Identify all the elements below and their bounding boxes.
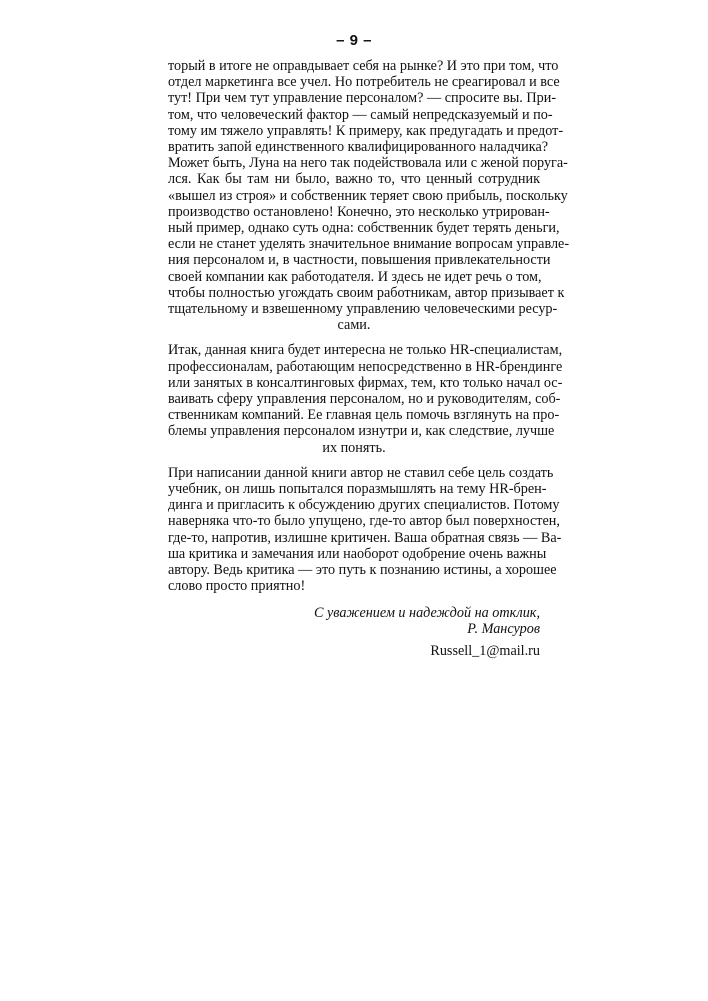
text-line: где-то, напротив, излишне критичен. Ваша обратная связь — Ва- xyxy=(168,529,562,546)
paragraph-2 xyxy=(168,342,563,456)
text-line: При написании данной книги автор не ставил себе цель создать xyxy=(168,464,554,481)
text-line: слово просто приятно! xyxy=(168,578,306,595)
text-line: том, что человеческий фактор — самый непредсказуемый и по- xyxy=(168,106,553,123)
text-line: автору. Ведь критика — это путь к познанию истины, а хорошее xyxy=(168,562,557,579)
text-line: учебник, он лишь попытался поразмышлять на тему HR-брен- xyxy=(168,481,547,498)
text-line: тут! При чем тут управление персоналом? — спросите вы. При- xyxy=(168,90,557,107)
paragraph-1 xyxy=(168,58,570,334)
text-line: тому им тяжело управлять! К примеру, как предугадать и предот- xyxy=(168,122,564,139)
text-line: Итак, данная книга будет интересна не только HR-специалистам, xyxy=(168,342,563,359)
text-line: своей компании как работодателя. И здесь не идет речь о том, xyxy=(168,268,542,285)
text-line: или занятых в консалтинговых фирмах, тем, кто только начал ос- xyxy=(168,374,563,391)
text-line: чтобы полностью угождать своим работникам, автор призывает к xyxy=(168,284,565,301)
text-line: динга и пригласить к обсуждению других специалистов. Потому xyxy=(168,497,560,514)
text-line: Может быть, Луна на него так подействовала или с женой поруга- xyxy=(168,155,568,172)
author-name: Р. Мансуров xyxy=(467,620,540,637)
text-line: отдел маркетинга все учел. Но потребитель не среагировал и все xyxy=(168,74,560,91)
text-line: торый в итоге не оправдывает себя на рынке? И это при том, что xyxy=(168,58,559,74)
text-line: ственникам компаний. Ее главная цель помочь взглянуть на про- xyxy=(168,407,560,424)
page-body xyxy=(168,58,570,659)
text-line: наверняка что-то было упущено, где-то автор был поверхностен, xyxy=(168,513,560,530)
text-line: если не станет уделять значительное внимание вопросам управле- xyxy=(168,236,570,253)
text-line: профессионалам, работающим непосредственно в HR-брендинге xyxy=(168,358,563,375)
text-line: их понять. xyxy=(322,439,386,456)
text-line: лся. Как бы там ни было, важно то, что ценный сотрудник xyxy=(168,171,540,188)
paragraph-3 xyxy=(168,464,562,595)
text-line: «вышел из строя» и собственник теряет свою прибыль, поскольку xyxy=(168,187,568,204)
author-email: Russell_1@mail.ru xyxy=(430,642,540,659)
text-line: ваивать сферу управления персоналом, но и руководителям, соб- xyxy=(168,391,561,408)
text-line: ния персоналом и, в частности, повышения привлекательности xyxy=(168,252,551,269)
text-line: ный пример, однако суть одна: собственник будет терять деньги, xyxy=(168,220,560,237)
text-line: тщательному и взвешенному управлению человеческими ресур- xyxy=(168,301,558,318)
text-line: сами. xyxy=(337,317,371,334)
text-line: производство остановлено! Конечно, это несколько утрирован- xyxy=(168,203,550,220)
text-line: ша критика и замечания или наоборот одобрение очень важны xyxy=(168,545,547,562)
page-number: – 9 – xyxy=(336,32,372,49)
signoff xyxy=(168,605,540,637)
signoff-greeting: С уважением и надеждой на отклик, xyxy=(313,604,540,621)
text-line: блемы управления персоналом изнутри и, как следствие, лучше xyxy=(168,423,555,440)
text-line: вратить запой единственного квалифицированного наладчика? xyxy=(168,139,549,156)
